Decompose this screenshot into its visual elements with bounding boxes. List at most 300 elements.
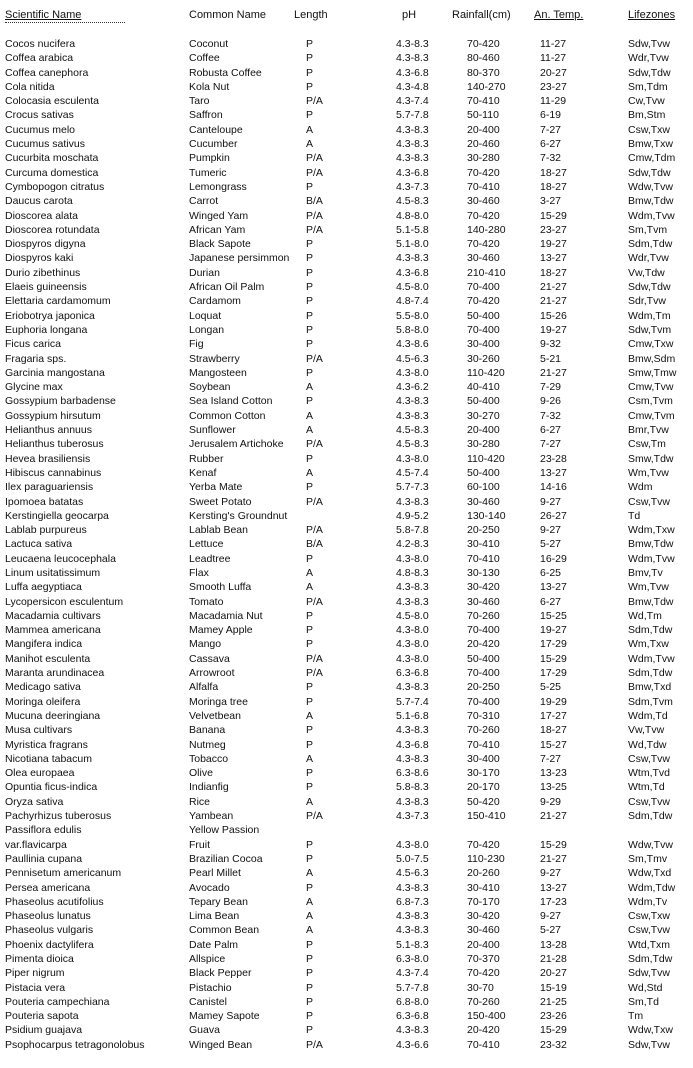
length-cell: P/A <box>306 223 323 236</box>
scientific-name-cell: Cucurbita moschata <box>5 152 99 165</box>
ph-cell: 4.3-8.3 <box>396 752 429 765</box>
common-name-cell: Cardamom <box>189 295 241 308</box>
lifezones-cell: Sdw,Tvw <box>628 1038 671 1051</box>
temp-cell: 9-27 <box>540 495 562 508</box>
common-name-cell: Kola Nut <box>189 80 230 93</box>
ph-cell: 6.3-8.0 <box>396 953 429 965</box>
length-cell: P <box>306 295 314 308</box>
ph-cell: 5.8-8.0 <box>396 323 429 336</box>
temp-cell: 11-29 <box>540 95 567 108</box>
rainfall-cell: 30-280 <box>467 438 500 451</box>
lifezones-cell: Csw,Tvw <box>628 495 670 508</box>
temp-cell: 21-27 <box>540 810 567 823</box>
scientific-name-cell: Phoenix dactylifera <box>5 938 94 951</box>
length-cell: P <box>306 1024 314 1037</box>
ph-cell: 5.5-8.0 <box>396 309 429 322</box>
table-row <box>0 180 693 194</box>
length-cell: B/A <box>306 538 323 551</box>
ph-cell: 4.5-8.0 <box>396 609 429 622</box>
table-row <box>0 251 693 265</box>
length-cell: A <box>306 424 314 437</box>
common-name-cell: Indianfig <box>189 781 229 794</box>
lifezones-cell: Wdw,Tvw <box>628 838 673 851</box>
header-ph: pH <box>402 9 417 21</box>
length-cell: P/A <box>306 352 323 365</box>
lifezones-cell: Wdm,Txw <box>628 524 675 537</box>
length-cell: P <box>306 395 314 408</box>
temp-cell: 26-27 <box>540 509 567 522</box>
temp-cell: 9-27 <box>540 867 562 880</box>
length-cell: P/A <box>306 595 323 608</box>
scientific-name-cell: Elettaria cardamomum <box>5 295 111 308</box>
ph-cell: 4.5-8.3 <box>396 424 429 437</box>
ph-cell: 4.3-7.4 <box>396 967 429 980</box>
lifezones-cell: Sm,Tdm <box>628 80 668 93</box>
common-name-cell: Mamey Sapote <box>189 1010 260 1023</box>
scientific-name-cell: Psidium guajava <box>5 1024 83 1037</box>
lifezones-cell: Wm,Tvw <box>628 466 669 479</box>
ph-cell: 5.7-7.3 <box>396 481 429 494</box>
header-lifezones: Lifezones <box>628 9 676 21</box>
temp-cell: 13-28 <box>540 938 567 951</box>
ph-cell: 4.3-7.4 <box>396 95 429 108</box>
common-name-cell: Durian <box>189 266 220 279</box>
crop-table-body <box>0 37 693 1052</box>
length-cell: A <box>306 910 314 923</box>
table-row <box>0 637 693 651</box>
rainfall-cell: 70-400 <box>467 695 500 708</box>
rainfall-cell: 70-410 <box>467 95 500 108</box>
rainfall-cell: 20-400 <box>467 424 500 437</box>
scientific-name-cell: Euphoria longana <box>5 323 88 336</box>
ph-cell: 5.1-6.8 <box>396 709 429 722</box>
rainfall-cell: 70-420 <box>467 838 500 851</box>
rainfall-cell: 20-170 <box>467 781 500 794</box>
ph-cell: 4.3-8.3 <box>396 52 429 65</box>
length-cell: P/A <box>306 810 323 823</box>
ph-cell: 5.7-7.8 <box>396 981 429 994</box>
ph-cell: 4.8-8.3 <box>396 566 429 579</box>
length-cell: P/A <box>306 652 323 665</box>
length-cell: P <box>306 80 314 93</box>
lifezones-cell: Bmw,Tdw <box>628 195 674 208</box>
rainfall-cell: 70-400 <box>467 624 500 637</box>
common-name-cell: Nutmeg <box>189 738 226 751</box>
scientific-name-cell: Glycine max <box>5 381 63 394</box>
rainfall-cell: 20-400 <box>467 123 500 136</box>
scientific-name-cell: Paullinia cupana <box>5 852 83 865</box>
rainfall-cell: 70-420 <box>467 238 500 251</box>
ph-cell: 4.3-8.0 <box>396 552 429 565</box>
common-name-cell: Rubber <box>189 452 224 465</box>
table-row <box>0 294 693 308</box>
rainfall-cell: 70-410 <box>467 180 500 193</box>
ph-cell: 6.8-8.0 <box>396 995 429 1008</box>
table-row <box>0 809 693 823</box>
lifezones-cell: Bmw,Sdm <box>628 352 676 365</box>
ph-cell: 5.1-8.3 <box>396 938 429 951</box>
common-name-cell: Taro <box>189 95 210 108</box>
length-cell: P/A <box>306 667 323 680</box>
rainfall-cell: 80-370 <box>467 66 500 79</box>
temp-cell: 9-27 <box>540 524 562 537</box>
temp-cell: 7-27 <box>540 752 562 765</box>
header-length: Length <box>294 9 328 21</box>
ph-cell: 4.3-8.0 <box>396 366 429 379</box>
table-row <box>0 223 693 237</box>
scientific-name-cell: Mucuna deeringiana <box>5 709 101 722</box>
ph-cell: 4.3-6.8 <box>396 266 429 279</box>
scientific-name-cell: Luffa aegyptiaca <box>5 581 82 594</box>
rainfall-cell: 70-420 <box>467 166 500 179</box>
scientific-name-cell: Manihot esculenta <box>5 652 91 665</box>
scientific-name-cell: Moringa oleifera <box>5 695 81 708</box>
table-row <box>0 437 693 451</box>
scientific-name-cell: Piper nigrum <box>5 967 65 980</box>
rainfall-cell: 70-260 <box>467 995 500 1008</box>
temp-cell: 15-29 <box>540 652 567 665</box>
temp-cell: 19-27 <box>540 323 567 336</box>
length-cell: A <box>306 895 314 908</box>
scientific-name-cell: Leucaena leucocephala <box>5 552 116 565</box>
rainfall-cell: 150-400 <box>467 1010 506 1023</box>
length-cell: B/A <box>306 195 323 208</box>
scientific-name-cell: Colocasia esculenta <box>5 95 99 108</box>
scientific-name-cell: Pouteria sapota <box>5 1010 79 1023</box>
lifezones-cell: Wdm,Td <box>628 709 668 722</box>
common-name-cell: Macadamia Nut <box>189 609 263 622</box>
scientific-name-cell: Macadamia cultivars <box>5 609 101 622</box>
length-cell: A <box>306 123 314 136</box>
temp-cell: 13-27 <box>540 581 567 594</box>
table-row <box>0 852 693 866</box>
ph-cell: 4.5-6.3 <box>396 867 429 880</box>
scientific-name-cell: Diospyros kaki <box>5 252 74 265</box>
table-row <box>0 51 693 65</box>
length-cell: P <box>306 995 314 1008</box>
table-row <box>0 881 693 895</box>
lifezones-cell: Csw,Tvw <box>628 752 670 765</box>
scientific-name-cell: Ipomoea batatas <box>5 495 84 508</box>
common-name-cell: Flax <box>189 566 209 579</box>
temp-cell: 21-25 <box>540 995 567 1008</box>
ph-cell: 4.9-5.2 <box>396 509 429 522</box>
ph-cell: 4.3-8.3 <box>396 681 429 694</box>
scientific-name-cell: Helianthus annuus <box>5 424 92 437</box>
common-name-cell: Cassava <box>189 652 230 665</box>
temp-cell: 23-27 <box>540 80 567 93</box>
lifezones-cell: Bmr,Tvw <box>628 424 669 437</box>
lifezones-cell: Wd,Tm <box>628 609 662 622</box>
common-name-cell: Yerba Mate <box>189 481 243 494</box>
scientific-name-cell: Mangifera indica <box>5 638 83 651</box>
table-row <box>0 194 693 208</box>
length-cell: P <box>306 738 314 751</box>
ph-cell: 4.3-8.3 <box>396 795 429 808</box>
rainfall-cell: 30-460 <box>467 195 500 208</box>
lifezones-cell: Wdm,Tm <box>628 309 671 322</box>
lifezones-cell: Wm,Txw <box>628 638 669 651</box>
common-name-cell: Olive <box>189 767 213 780</box>
lifezones-cell: Sdm,Tdw <box>628 238 673 251</box>
rainfall-cell: 30-70 <box>467 981 494 994</box>
ph-cell: 4.5-8.0 <box>396 281 429 294</box>
lifezones-cell: Sdw,Tvm <box>628 323 672 336</box>
temp-cell: 23-27 <box>540 223 567 236</box>
table-row <box>0 952 693 966</box>
rainfall-cell: 110-420 <box>467 366 505 379</box>
temp-cell: 7-32 <box>540 409 562 422</box>
common-name-cell: Fruit <box>189 838 210 851</box>
length-cell: P/A <box>306 524 323 537</box>
common-name-cell: Kersting's Groundnut <box>189 509 288 522</box>
scientific-name-cell: Helianthus tuberosus <box>5 438 104 451</box>
common-name-cell: Mango <box>189 638 222 651</box>
rainfall-cell: 70-420 <box>467 209 500 222</box>
rainfall-cell: 70-420 <box>467 38 500 50</box>
common-name-cell: Guava <box>189 1024 220 1037</box>
scientific-name-cell: Ficus carica <box>5 338 62 351</box>
lifezones-cell: Csw,Tm <box>628 438 666 451</box>
table-row <box>0 352 693 366</box>
common-name-cell: Coconut <box>189 38 229 50</box>
temp-cell: 7-29 <box>540 381 562 394</box>
lifezones-cell: Sdw,Tdw <box>628 166 671 179</box>
scientific-name-cell: Oryza sativa <box>5 795 64 808</box>
common-name-cell: Fig <box>189 338 204 351</box>
length-cell: P <box>306 638 314 651</box>
length-cell: P <box>306 66 314 79</box>
table-row <box>0 680 693 694</box>
lifezones-cell: Smw,Tdw <box>628 452 674 465</box>
ph-cell: 4.8-8.0 <box>396 209 429 222</box>
table-row <box>0 523 693 537</box>
scientific-name-cell: Cymbopogon citratus <box>5 180 105 193</box>
scientific-name-cell: Myristica fragrans <box>5 738 88 751</box>
length-cell: A <box>306 709 314 722</box>
table-row <box>0 108 693 122</box>
temp-cell: 7-32 <box>540 152 562 165</box>
scientific-name-cell: Ilex paraguariensis <box>5 481 94 494</box>
length-cell: P <box>306 838 314 851</box>
common-name-cell: Tobacco <box>189 752 229 765</box>
common-name-cell: Allspice <box>189 953 226 965</box>
lifezones-cell: Vw,Tvw <box>628 724 665 737</box>
lifezones-cell: Sdm,Tvm <box>628 695 673 708</box>
rainfall-cell: 70-400 <box>467 667 500 680</box>
rainfall-cell: 20-250 <box>467 681 500 694</box>
temp-cell: 15-19 <box>540 981 567 994</box>
scientific-name-cell: Cocos nucifera <box>5 38 76 50</box>
lifezones-cell: Wtm,Td <box>628 781 665 794</box>
scientific-name-cell: Coffea arabica <box>5 52 74 65</box>
rainfall-cell: 50-420 <box>467 795 500 808</box>
table-row <box>0 752 693 766</box>
length-cell: P <box>306 953 314 965</box>
table-row <box>0 452 693 466</box>
ph-cell: 4.3-6.8 <box>396 166 429 179</box>
lifezones-cell: Bmv,Tv <box>628 566 663 579</box>
ph-cell: 4.3-8.3 <box>396 1024 429 1037</box>
scientific-name-cell: Daucus carota <box>5 195 73 208</box>
scientific-name-cell: Opuntia ficus-indica <box>5 781 98 794</box>
lifezones-cell: Sdm,Tdw <box>628 624 673 637</box>
ph-cell: 6.3-6.8 <box>396 1010 429 1023</box>
scientific-name-cell: Phaseolus acutifolius <box>5 895 104 908</box>
table-row <box>0 838 693 852</box>
table-row <box>0 580 693 594</box>
ph-cell: 4.3-8.3 <box>396 252 429 265</box>
scientific-name-cell: Coffea canephora <box>5 66 89 79</box>
ph-cell: 6.3-8.6 <box>396 767 429 780</box>
temp-cell: 21-27 <box>540 295 567 308</box>
length-cell: P <box>306 323 314 336</box>
rainfall-cell: 70-310 <box>467 709 500 722</box>
common-name-cell: Coffee <box>189 52 220 65</box>
table-row <box>0 123 693 137</box>
lifezones-cell: Cw,Tvw <box>628 95 665 108</box>
lifezones-cell: Sdm,Tdw <box>628 667 673 680</box>
header-dotted-rule <box>5 22 125 23</box>
scientific-name-cell: Olea europaea <box>5 767 75 780</box>
temp-cell: 5-27 <box>540 924 562 937</box>
temp-cell: 23-32 <box>540 1038 567 1051</box>
lifezones-cell: Wdw,Txd <box>628 867 672 880</box>
rainfall-cell: 30-410 <box>467 538 500 551</box>
length-cell: P/A <box>306 166 323 179</box>
scientific-name-cell: Pennisetum americanum <box>5 867 122 880</box>
lifezones-cell: Bmw,Txw <box>628 138 673 151</box>
header-annual-temp: An. Temp. <box>534 9 584 21</box>
scientific-name-cell: Garcinia mangostana <box>5 366 105 379</box>
table-row <box>0 394 693 408</box>
table-row <box>0 337 693 351</box>
rainfall-cell: 70-170 <box>467 895 500 908</box>
scientific-name-cell: Eriobotrya japonica <box>5 309 95 322</box>
table-row <box>0 266 693 280</box>
ph-cell: 4.3-6.8 <box>396 738 429 751</box>
temp-cell: 5-25 <box>540 681 562 694</box>
ph-cell: 4.3-8.6 <box>396 338 429 351</box>
length-cell: P <box>306 767 314 780</box>
rainfall-cell: 150-410 <box>467 810 506 823</box>
scientific-name-cell: Maranta arundinacea <box>5 667 105 680</box>
temp-cell: 17-27 <box>540 709 567 722</box>
common-name-cell: Soybean <box>189 381 231 394</box>
ph-cell: 4.5-7.4 <box>396 466 429 479</box>
table-row <box>0 66 693 80</box>
common-name-cell: Pumpkin <box>189 152 230 165</box>
table-row <box>0 766 693 780</box>
length-cell: P <box>306 938 314 951</box>
ph-cell: 4.3-8.3 <box>396 910 429 923</box>
scientific-name-cell: Cucumus melo <box>5 123 76 136</box>
rainfall-cell: 140-280 <box>467 223 506 236</box>
temp-cell: 6-27 <box>540 424 562 437</box>
scientific-name-cell: Crocus sativas <box>5 109 74 122</box>
common-name-cell: Mamey Apple <box>189 624 253 637</box>
ph-cell: 4.3-8.3 <box>396 395 429 408</box>
common-name-cell: Jerusalem Artichoke <box>189 438 284 451</box>
scientific-name-cell: Passiflora edulis <box>5 824 82 837</box>
length-cell: P <box>306 852 314 865</box>
lifezones-cell: Wtm,Tvd <box>628 767 670 780</box>
scientific-name-cell: Gossypium hirsutum <box>5 409 101 422</box>
ph-cell: 4.8-7.4 <box>396 295 429 308</box>
common-name-cell: Carrot <box>189 195 219 208</box>
common-name-cell: Lablab Bean <box>189 524 248 537</box>
temp-cell: 20-27 <box>540 967 567 980</box>
scientific-name-cell: Lactuca sativa <box>5 538 73 551</box>
common-name-cell: African Oil Palm <box>189 281 265 294</box>
temp-cell: 19-27 <box>540 238 567 251</box>
length-cell: P <box>306 481 314 494</box>
temp-cell: 18-27 <box>540 166 567 179</box>
lifezones-cell: Wdw,Txw <box>628 1024 673 1037</box>
rainfall-cell: 30-420 <box>467 581 500 594</box>
ph-cell: 4.3-8.3 <box>396 409 429 422</box>
ph-cell: 5.0-7.5 <box>396 852 429 865</box>
rainfall-cell: 20-260 <box>467 867 500 880</box>
scientific-name-cell: Medicago sativa <box>5 681 81 694</box>
table-row <box>0 723 693 737</box>
table-row <box>0 80 693 94</box>
ph-cell: 4.3-8.3 <box>396 138 429 151</box>
common-name-cell: Sweet Potato <box>189 495 252 508</box>
table-row <box>0 738 693 752</box>
length-cell: A <box>306 924 314 937</box>
length-cell: A <box>306 566 314 579</box>
table-row <box>0 866 693 880</box>
scientific-name-cell: Persea americana <box>5 881 91 894</box>
temp-cell: 13-27 <box>540 252 567 265</box>
temp-cell: 6-25 <box>540 566 562 579</box>
ph-cell: 4.5-8.3 <box>396 195 429 208</box>
scientific-name-cell: Hevea brasiliensis <box>5 452 91 465</box>
lifezones-cell: Sm,Tmv <box>628 852 668 865</box>
length-cell: P <box>306 52 314 65</box>
table-row <box>0 966 693 980</box>
scientific-name-cell: Kerstingiella geocarpa <box>5 509 109 522</box>
table-row <box>0 166 693 180</box>
length-cell: P <box>306 238 314 251</box>
rainfall-cell: 50-400 <box>467 466 500 479</box>
lifezones-cell: Vw,Tdw <box>628 266 665 279</box>
ph-cell: 4.3-8.3 <box>396 123 429 136</box>
lifezones-cell: Wdm,Tvw <box>628 552 675 565</box>
temp-cell: 9-27 <box>540 910 562 923</box>
temp-cell: 6-27 <box>540 138 562 151</box>
length-cell: P <box>306 180 314 193</box>
temp-cell: 15-29 <box>540 838 567 851</box>
lifezones-cell: Wdm <box>628 481 653 494</box>
table-row <box>0 795 693 809</box>
rainfall-cell: 30-400 <box>467 338 500 351</box>
rainfall-cell: 70-410 <box>467 738 500 751</box>
ph-cell: 4.3-8.0 <box>396 638 429 651</box>
ph-cell: 5.8-7.8 <box>396 524 429 537</box>
rainfall-cell: 30-170 <box>467 767 500 780</box>
lifezones-cell: Csw,Tvw <box>628 795 670 808</box>
lifezones-cell: Wdm,Tvw <box>628 209 675 222</box>
common-name-cell: Banana <box>189 724 226 737</box>
length-cell: P <box>306 695 314 708</box>
scientific-name-cell: Pimenta dioica <box>5 953 74 965</box>
temp-cell: 9-26 <box>540 395 562 408</box>
rainfall-cell: 70-420 <box>467 967 500 980</box>
lifezones-cell: Wdm,Tvw <box>628 652 675 665</box>
temp-cell: 13-27 <box>540 466 567 479</box>
